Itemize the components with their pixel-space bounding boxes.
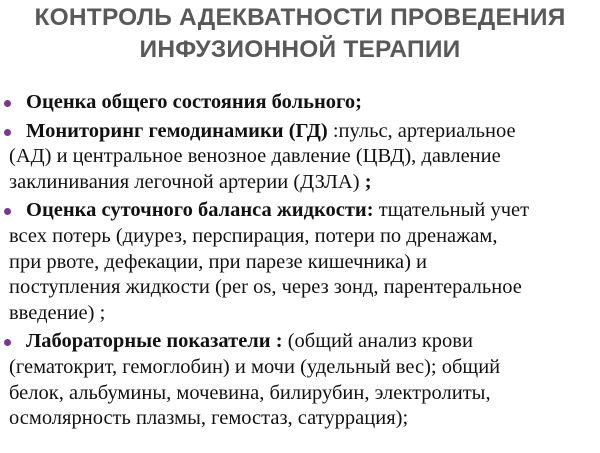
bullet-text: при рвоте, дефекации, при парезе кишечника) и (9, 250, 427, 273)
bullet-dot-icon (4, 208, 11, 215)
bullet-hemodynamics (0, 119, 600, 196)
bullet-dot-icon (4, 100, 11, 107)
bullet-text: осмолярность плазмы, гемостаз, сатуррация); (9, 407, 409, 430)
bullet-general-condition (0, 90, 600, 116)
title-line-2: ИНФУЗИОННОЙ ТЕРАПИИ (139, 36, 461, 63)
bullet-dot-icon (4, 339, 11, 346)
bullet-text: поступления жидкости (per os, через зонд, парентеральное (9, 276, 522, 299)
bullet-heading: Оценка суточного баланса жидкости: (26, 199, 374, 222)
bullet-heading: Оценка общего состояния больного; (26, 91, 362, 113)
bullet-heading: Лабораторные показатели : (26, 330, 283, 353)
bullet-text: всех потерь (диурез, перспирация, потери по дренажам, (9, 224, 498, 247)
bullet-text: тщательный учет (373, 199, 530, 222)
bullet-text: введение) ; (9, 301, 106, 324)
bullet-fluid-balance (0, 198, 600, 326)
bullet-list (0, 90, 600, 435)
bullet-heading: Мониторинг гемодинамики (ГД) (26, 119, 328, 142)
bullet-text: заклинивания легочной артерии (ДЗЛА) (9, 170, 360, 193)
bullet-dot-icon (4, 129, 11, 136)
bullet-tail: ; (359, 170, 372, 193)
bullet-text: (гематокрит, гемоглобин) и мочи (удельный вес); общий (9, 355, 501, 378)
bullet-text: (АД) и центральное венозное давление (ЦВД), давление (9, 145, 501, 168)
bullet-text: (общий анализ крови (282, 330, 473, 353)
slide-title (0, 0, 600, 66)
title-line-1: КОНТРОЛЬ АДЕКВАТНОСТИ ПРОВЕДЕНИЯ (34, 4, 566, 31)
bullet-lab-tests (0, 329, 600, 431)
bullet-text: :пульс, артериальное (327, 119, 516, 142)
bullet-text: белок, альбумины, мочевина, билирубин, электролиты, (9, 381, 491, 404)
